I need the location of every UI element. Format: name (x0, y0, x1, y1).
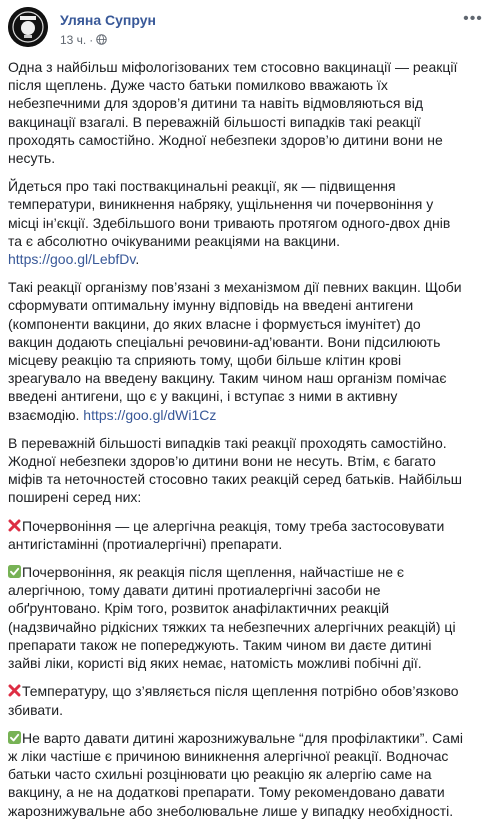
fact-item (8, 563, 464, 672)
myth-item (8, 517, 464, 553)
post-paragraph (8, 278, 464, 424)
meta-separator: · (89, 33, 94, 47)
post-time[interactable]: 13 ч. (60, 33, 87, 47)
more-options-icon[interactable]: ••• (463, 10, 483, 27)
myth-item (8, 682, 464, 718)
fact-text: Не варто давати дитині жарознижувальне “для профілактики”. Самі ж ліки частіше є причиною виникнення алергічної реакції. Водночас батьки часто схильні розцінювати цю реакцію як алергію саме на вакцину, а не на додаткові препарати. Тому рекомендовано давати жарознижувальне або знеболювальне лише у випадку необхідності. (8, 729, 463, 819)
globe-icon[interactable] (96, 34, 107, 45)
post-paragraph (8, 58, 464, 167)
fact-item (8, 729, 464, 820)
paragraph-text: Такі реакції організму пов’язані з механізмом дії певних вакцин. Щоби сформувати оптимальну імунну відповідь на введені антигени (компоненти вакцини, до яких власне і формується імунітет) до вакцин додають спеціальні речовини-ад’юванти. Вони підсилюють місцеву реакцію та сприяють тому, щоби більше клітин крові зреагувало на введену вакцину. Таким чином наш організм помічає введені антигени, що є у вакцині, і вступає з ними в активну взаємодію. (8, 279, 462, 423)
avatar[interactable] (8, 7, 48, 47)
post-paragraph (8, 434, 464, 507)
post-header (8, 7, 487, 51)
cross-mark-icon (8, 519, 21, 532)
paragraph-text-end: . (135, 251, 140, 268)
post-link[interactable]: https://goo.gl/LebfDv (8, 251, 136, 268)
myth-text: Почервоніння — це алергічна реакція, тому треба застосовувати антигістамінні (протиалергічні) препарати. (8, 517, 445, 552)
post-meta (60, 33, 107, 48)
post-paragraph (8, 177, 464, 268)
myth-text: Температуру, що з’являється після щеплення потрібно обов’язково збивати. (8, 683, 459, 718)
cross-mark-icon (8, 684, 21, 697)
check-mark-icon (8, 731, 21, 744)
post-body (8, 58, 464, 830)
author-name[interactable]: Уляна Супрун (60, 12, 156, 28)
check-mark-icon (8, 565, 21, 578)
paragraph-text: Йдеться про такі поствакцинальні реакції, як — підвищення температури, виникнення набряку, ущільнення чи почервоніння у місці ін’єкції. Здебільшого вони тривають протягом одного-двох днів та є абсолютно очікуваними реакціями на вакцини. (8, 178, 451, 249)
post-link[interactable]: https://goo.gl/dWi1Cz (83, 406, 217, 423)
paragraph-text: В переважній більшості випадків такі реакції проходять самостійно. Жодної небезпеки здоров’ю дитини вони не несуть. Втім, є багато міфів та неточностей стосовно таких реакцій серед батьків. Найбільш поширені серед них: (8, 434, 462, 506)
fact-text: Почервоніння, як реакція після щеплення, найчастіше не є алергічною, тому давати дитині протиалергічні засоби не обґрунтовано. Крім того, розвиток анафілактичних реакцій (надзвичайно рідкісних тяжких та небезпечних алергічних реакцій) ці препарати також не попереджують. Таким чином ви даєте дитині зайві ліки, користі від яких немає, натомість можливі побічні дії. (8, 564, 456, 672)
avatar-logo-icon (8, 7, 48, 47)
paragraph-text: Одна з найбільш міфологізованих тем стосовно вакцинації — реакції після щеплень. Дуже часто батьки помилково вважають їх небезпечними для здоров’я дитини та навіть відмовляються від вакцинації взагалі. В переважній більшості випадків такі реакції проходять самостійно. Жодної небезпеки здоров’ю дитини вони не несуть. (8, 59, 458, 167)
